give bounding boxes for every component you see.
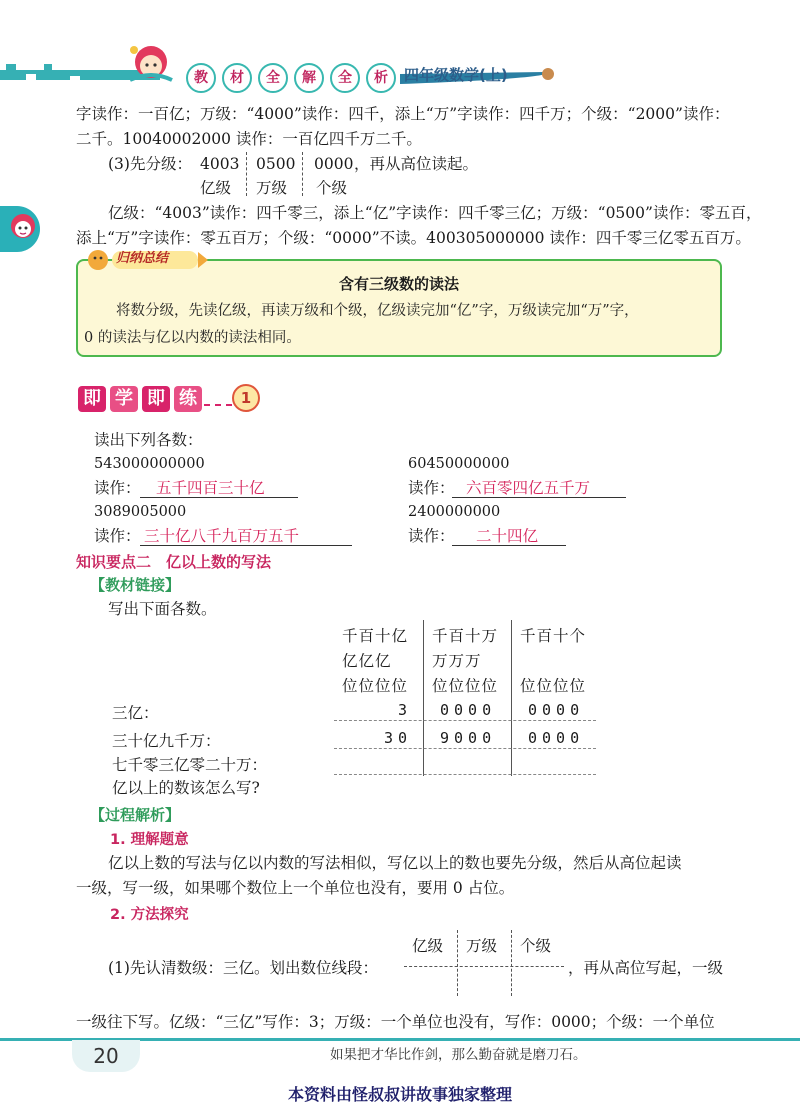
intro-line-3-suffix: ，再从高位读起。 [354,155,479,173]
practice-number: 543000000000 [94,456,205,472]
group-label-3: 个级 [316,179,348,197]
col-head-yi-3: 位位位位 [342,677,409,695]
group-divider [246,152,247,196]
group-number-2: 0500 [256,155,296,173]
table-row-label: 七千零三亿零二十万： [112,756,268,774]
table-cell: 3 [398,701,413,719]
col-head-wan-2: 万万万 [432,652,482,670]
read-label: 读作： [94,479,141,497]
summary-title: 含有三级数的读法 [338,275,459,293]
practice-answer: 五千四百三十亿 [156,479,265,497]
practice-banner-char: 即 [142,386,170,412]
section-title: 知识要点二 亿以上数的写法 [76,553,272,571]
group-label-1: 亿级 [200,179,232,197]
col-head-yi-1: 千百十亿 [342,627,409,645]
practice-answer: 六百零四亿五千万 [466,479,591,497]
answer-underline [452,545,566,546]
table-row-label: 三十亿九千万： [112,732,221,750]
level-line [404,966,564,967]
col-head-ge-1: 千百十个 [520,627,587,645]
col-head-wan-3: 位位位位 [432,677,499,695]
side-mascot-icon [8,212,38,244]
header-badge-6: 析 [366,63,396,93]
read-label: 读作： [408,527,455,545]
bottom-note: 本资料由怪叔叔讲故事独家整理 [287,1085,512,1104]
table-question: 亿以上的数该怎么写? [112,779,260,797]
step-1-line-1: 亿以上数的写法与亿以内数的写法相似，写亿以上的数也要先分级，然后从高位起读 [108,854,682,872]
level-divider [457,930,458,996]
group-label-2: 万级 [256,179,288,197]
summary-body-line-1: 将数分级，先读亿级，再读万级和个级，亿级读完加“亿”字，万级读完加“万”字， [116,303,639,319]
practice-number: 60450000000 [408,456,510,472]
level-label: 个级 [520,937,552,955]
col-head-ge-3: 位位位位 [520,677,587,695]
step-2-suffix: ，再从高位写起，一级 [568,959,724,977]
practice-banner-char: 练 [174,386,202,412]
table-cell: 9000 [440,729,497,747]
step-1-line-2: 一级，写一级，如果哪个数位上一个单位也没有，要用 0 占位。 [76,879,515,897]
intro-line-1: 字读作：一百亿；万级：“4000”读作：四千，添上“万”字读作：四千万；个级：“2000”读作： [76,105,730,123]
table-col-divider [511,620,512,776]
intro-line-5: 添上“万”字读作：零五百万；个级：“0000”不读。400305000000 读作：四千零三亿零五百万。 [76,229,751,247]
table-row-divider [334,720,596,721]
practice-number: 2400000000 [408,504,501,520]
step-1-title: 1. 理解题意 [110,832,189,848]
table-cell: 0000 [528,729,585,747]
step-2-title: 2. 方法探究 [110,907,189,923]
task-text: 写出下面各数。 [108,600,217,618]
header-badge-5: 全 [330,63,360,93]
answer-underline [452,497,626,498]
footer-quote: 如果把才华比作剑，那么勤奋就是磨刀石。 [330,1047,587,1063]
practice-number: 3089005000 [94,504,187,520]
practice-answer: 二十四亿 [476,527,539,545]
read-label: 读作： [408,479,455,497]
practice-banner-dash [204,404,232,406]
answer-underline [140,497,298,498]
intro-line-3-prefix: (3)先分级： [108,155,192,173]
col-head-yi-2: 亿亿亿 [342,652,392,670]
practice-prompt: 读出下列各数： [94,431,203,449]
table-col-divider [423,620,424,776]
table-cell: 30 [384,729,413,747]
level-label: 万级 [466,937,498,955]
practice-answer: 三十亿八千九百万五千 [144,527,300,545]
summary-body-line-2: 0 的读法与亿以内数的读法相同。 [84,330,301,346]
step-2-prefix: (1)先认清数级：三亿。划出数位线段： [108,959,378,977]
header-badge-2: 材 [222,63,252,93]
intro-line-2: 二千。10040002000 读作：一百亿四千万二千。 [76,130,422,148]
practice-banner-char: 即 [78,386,106,412]
practice-number-badge: 1 [232,384,260,412]
table-cell: 0000 [440,701,497,719]
group-divider [302,152,303,196]
textbook-link-label: 【教材链接】 [90,576,181,594]
header-badge-3: 全 [258,63,288,93]
analysis-label: 【过程解析】 [90,806,181,824]
header-badge-1: 教 [186,63,216,93]
intro-line-4: 亿级：“4003”读作：四千零三，添上“亿”字读作：四千零三亿；万级：“0500”读作：零五百， [108,204,762,222]
table-cell: 0000 [528,701,585,719]
summary-label: 归纳总结 [116,251,169,266]
table-row-divider [334,774,596,775]
step-2-line-2: 一级往下写。亿级：“三亿”写作：3；万级：一个单位也没有，写作：0000；个级：一个单位 [76,1013,715,1031]
table-row-divider [334,748,596,749]
col-head-wan-1: 千百十万 [432,627,499,645]
group-number-3: 0000 [314,155,354,173]
read-label: 读作： [94,527,141,545]
page-number: 20 [93,1044,119,1068]
practice-banner-char: 学 [110,386,138,412]
group-number-1: 4003 [200,155,240,173]
mascot-girl-icon [120,40,182,90]
header-subject: 四年级数学(上) [404,66,508,84]
header-badge-4: 解 [294,63,324,93]
table-row-label: 三亿： [112,704,159,722]
level-divider [511,930,512,996]
answer-underline [140,545,352,546]
level-label: 亿级 [412,937,444,955]
